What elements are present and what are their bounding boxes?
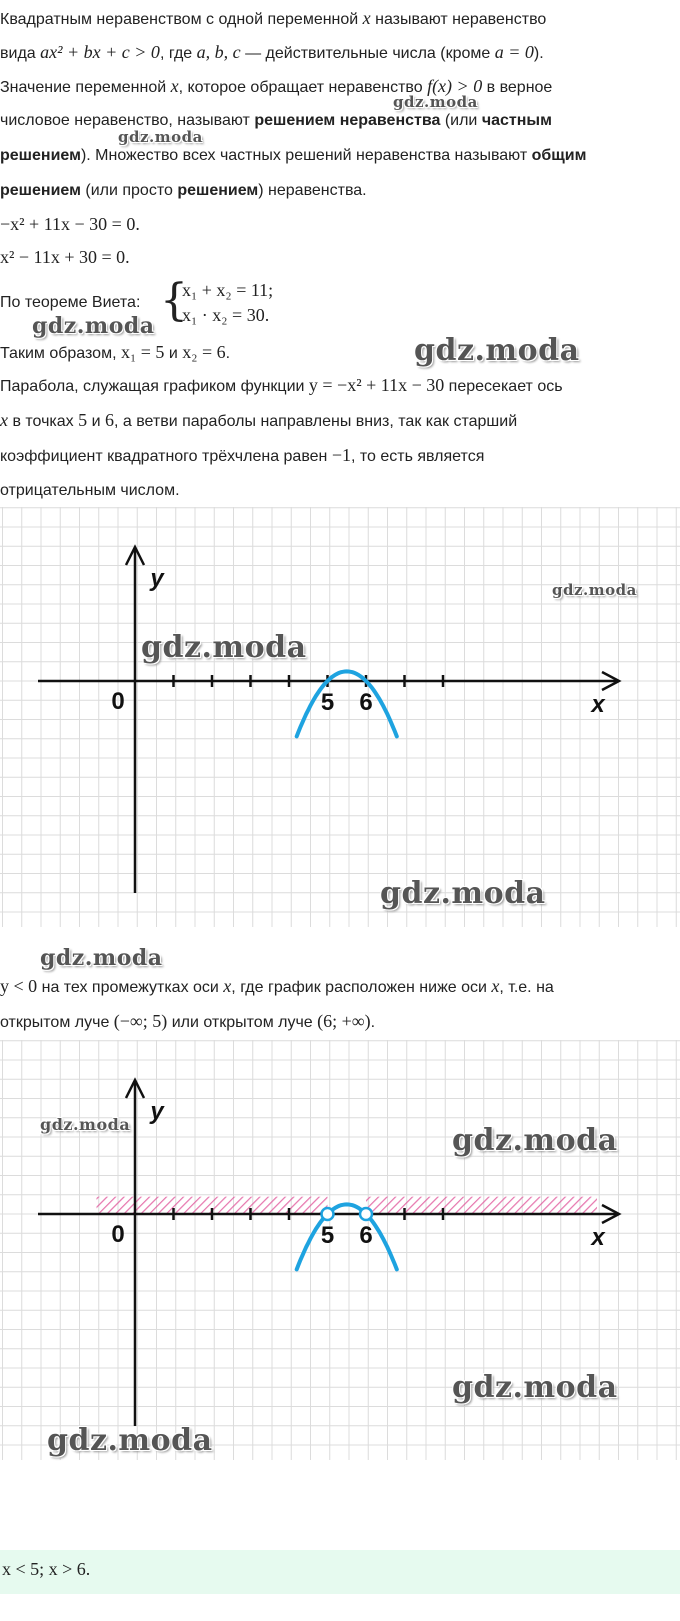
root-label: 5 [320, 689, 335, 716]
vieta-sum: x₁ + x₂ = 11; [182, 280, 274, 300]
solution-definition-line-3: решением). Множество всех частных решений неравенства называют общим [0, 147, 587, 164]
watermark: gdz.moda [380, 876, 546, 911]
x-axis-label: x [591, 691, 605, 718]
answer-box [0, 1550, 680, 1594]
interval-text-line-1: y < 0 на тех промежутках оси x, где график расположен ниже оси x, т.е. на [0, 976, 554, 996]
open-point [360, 1208, 372, 1220]
equation-2: x² − 11x + 30 = 0. [0, 247, 130, 267]
watermark: gdz.moda [40, 945, 163, 971]
y-axis-label: y [150, 565, 164, 592]
origin-label: 0 [111, 688, 125, 715]
interval-text-line-2: открытом луче (−∞; 5) или открытом луче (6; +∞). [0, 1011, 376, 1031]
watermark: gdz.moda [141, 630, 307, 665]
roots-line: Таким образом, x₁ = 5 и x₂ = 6. [0, 342, 231, 362]
watermark: gdz.moda [40, 1115, 131, 1134]
parabola-text-line-3: коэффициент квадратного трёхчлена равен −1, то есть является [0, 445, 485, 465]
origin-label: 0 [111, 1221, 125, 1248]
root-label: 6 [359, 1222, 373, 1249]
root-label: 5 [320, 1222, 335, 1249]
watermark: gdz.moda [452, 1123, 618, 1158]
watermark: gdz.moda [452, 1370, 618, 1405]
parabola-text-line-1: Парабола, служащая графиком функции y = −x² + 11x − 30 пересекает ось [0, 375, 563, 395]
parabola-graph [0, 507, 680, 927]
shaded-interval [366, 1197, 597, 1214]
system-brace: { [160, 275, 188, 326]
x-axis-label: x [591, 1224, 605, 1251]
watermark: gdz.moda [414, 333, 580, 368]
watermark: gdz.moda [393, 93, 478, 111]
solution-definition-line-1: Значение переменной x, которое обращает неравенство f(x) > 0 в верное [0, 76, 553, 96]
vieta-product: x₁ · x₂ = 30. [182, 305, 270, 325]
watermark: gdz.moda [118, 128, 203, 146]
equation-1: −x² + 11x − 30 = 0. [0, 214, 140, 234]
parabola-text-line-4: отрицательным числом. [0, 482, 180, 499]
open-point [322, 1208, 334, 1220]
watermark: gdz.moda [32, 313, 155, 339]
parabola-text-line-2: x в точках 5 и 6, а ветви параболы направлены вниз, так как старший [0, 410, 518, 430]
answer-text: x < 5; x > 6. [2, 1559, 91, 1579]
y-axis-label: y [150, 1098, 164, 1125]
definition-line-2: вида ax² + bx + c > 0, где a, b, c — действительные числа (кроме a = 0). [0, 42, 544, 62]
watermark: gdz.moda [47, 1423, 213, 1458]
root-label: 6 [359, 689, 373, 716]
vieta-label: По теореме Виета: [0, 294, 141, 311]
grid [0, 507, 680, 927]
watermark: gdz.moda [552, 581, 637, 599]
solution-definition-line-2: числовое неравенство, называют решением неравенства (или частным [0, 112, 552, 129]
definition-line-1: Квадратным неравенством с одной переменной x называют неравенство [0, 8, 547, 28]
solution-definition-line-4: решением (или просто решением) неравенства. [0, 182, 367, 199]
